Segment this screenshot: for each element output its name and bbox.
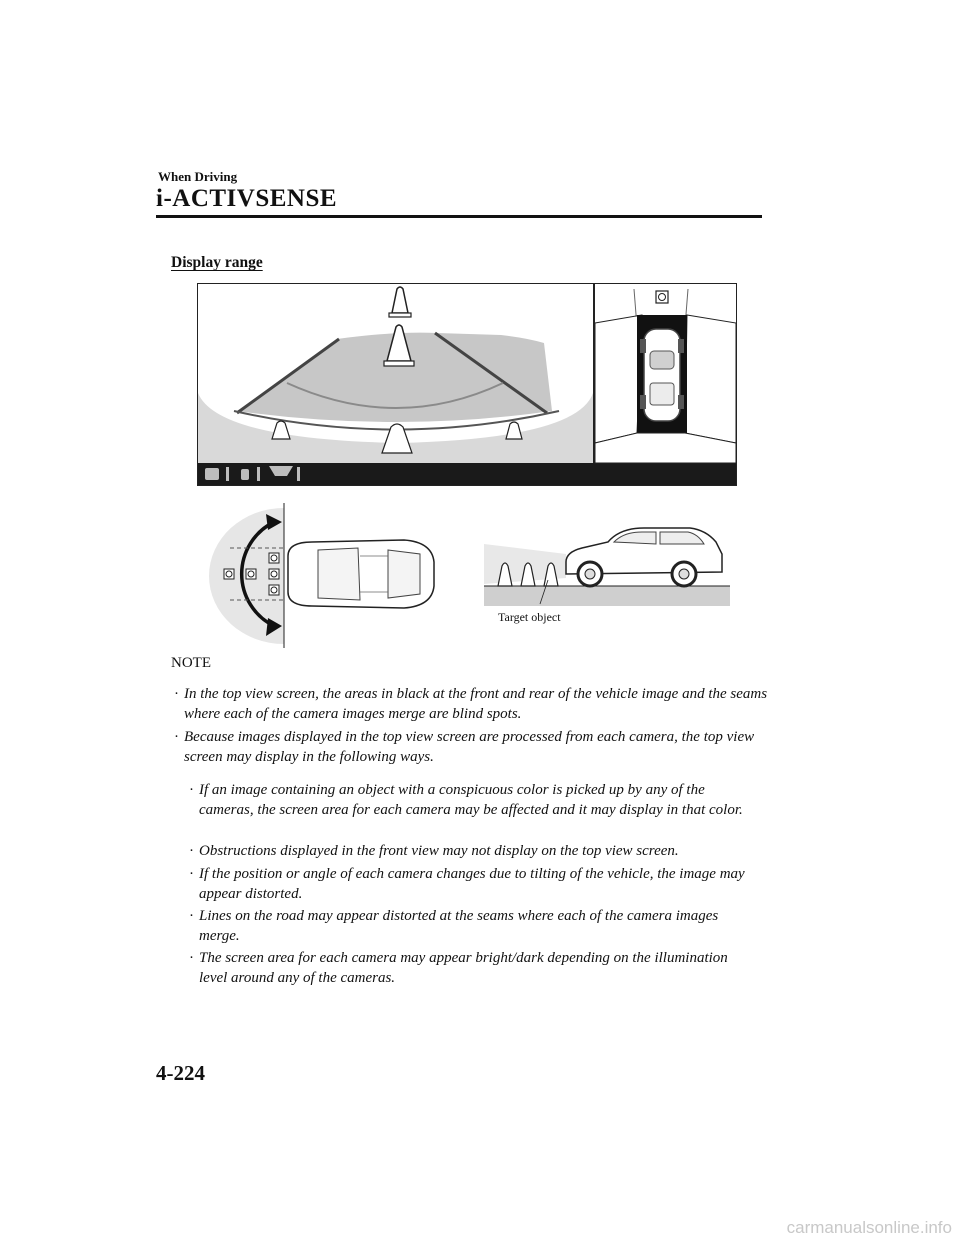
figure-caption: Target object	[498, 610, 561, 624]
note-item: · Because images displayed in the top view screen are processed from each camera, the top view screen may display in the following ways.	[174, 729, 755, 765]
ground	[484, 586, 730, 606]
note-subitem-text: If the position or angle of each camera changes due to tilting of the vehicle, the image may appear distorted.	[199, 866, 745, 902]
vehicle-side-icon	[566, 528, 722, 586]
page-number: 4-224	[156, 1061, 205, 1085]
footer-watermark: carmanualsonline.info	[786, 1218, 952, 1237]
note-item: · In the top view screen, the areas in black at the front and rear of the vehicle image and the seams where each of the camera images merge are blind spots.	[174, 686, 768, 722]
display-range-heading: Display range	[171, 254, 263, 271]
note-subitem: · If the position or angle of each camera changes due to tilting of the vehicle, the image may appear distorted.	[189, 866, 745, 902]
side-view-range-diagram	[484, 520, 732, 608]
section-label: When Driving	[158, 169, 238, 184]
note-title: NOTE	[171, 655, 211, 671]
cone-icon	[656, 291, 668, 303]
top-down-range-diagram	[208, 500, 448, 650]
camera-display-illustration	[197, 283, 737, 486]
note-item-text: Because images displayed in the top view screen are processed from each camera, the top view screen may display in the following ways.	[184, 729, 755, 765]
note-subitem: · Lines on the road may appear distorted at the seams where each of the camera images merge.	[189, 908, 719, 944]
note-item-text: In the top view screen, the areas in black at the front and rear of the vehicle image and the seams where each of the camera images merge are blind spots.	[184, 686, 768, 722]
note-subitem-text: Lines on the road may appear distorted at the seams where each of the camera images merge.	[199, 908, 719, 944]
note-subitem: · The screen area for each camera may appear bright/dark depending on the illumination level around any of the cameras.	[189, 950, 728, 986]
note-subitem: · Obstructions displayed in the front view may not display on the top view screen.	[189, 843, 679, 859]
header-rule	[156, 215, 762, 218]
note-subitem-text: Obstructions displayed in the front view may not display on the top view screen.	[199, 843, 679, 859]
vehicle-top-icon	[644, 329, 680, 421]
note-subitem: · If an image containing an object with a conspicuous color is picked up by any of the cameras, the screen area for each camera may be affected and it may display in that color.	[189, 782, 743, 818]
note-subitem-text: The screen area for each camera may appear bright/dark depending on the illumination level around any of the cameras.	[199, 950, 728, 986]
note-subitem-text: If an image containing an object with a conspicuous color is picked up by any of the cameras, the screen area for each camera may be affected and it may display in that color.	[199, 782, 743, 818]
chapter-title: i-ACTIVSENSE	[156, 185, 338, 212]
top-view-panel	[595, 284, 736, 463]
